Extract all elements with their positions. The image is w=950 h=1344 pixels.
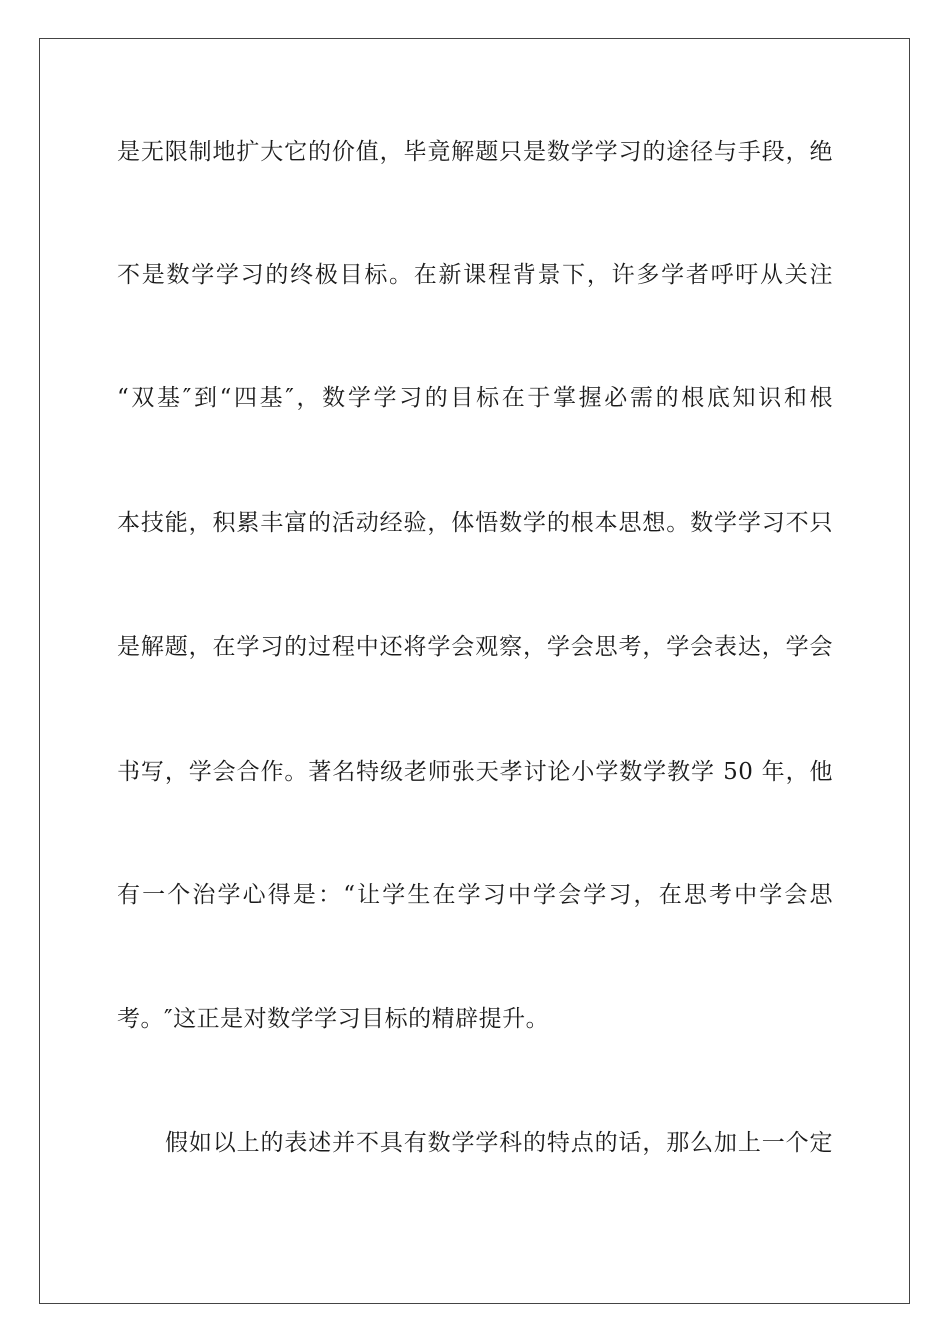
paragraph-line-4: 本技能，积累丰富的活动经验，体悟数学的根本思想。数学学习不只 <box>117 510 833 536</box>
paragraph-line-2: 不是数学学习的终极目标。在新课程背景下，许多学者呼吁从关注 <box>117 262 833 288</box>
paragraph-line-3: “双基″到“四基″，数学学习的目标在于掌握必需的根底知识和根 <box>117 385 833 411</box>
paragraph-line-8: 考。″这正是对数学学习目标的精辟提升。 <box>117 1006 550 1032</box>
paragraph-line-5: 是解题，在学习的过程中还将学会观察，学会思考，学会表达，学会 <box>117 634 833 660</box>
paragraph-line-7: 有一个治学心得是：“让学生在学习中学会学习，在思考中学会思 <box>117 882 833 908</box>
page-border <box>39 38 910 1304</box>
paragraph-line-6: 书写，学会合作。著名特级老师张天孝讨论小学数学教学 50 年，他 <box>117 759 833 785</box>
paragraph-line-9: 假如以上的表述并不具有数学学科的特点的话，那么加上一个定 <box>165 1130 833 1156</box>
paragraph-line-1: 是无限制地扩大它的价值，毕竟解题只是数学学习的途径与手段，绝 <box>117 139 833 165</box>
